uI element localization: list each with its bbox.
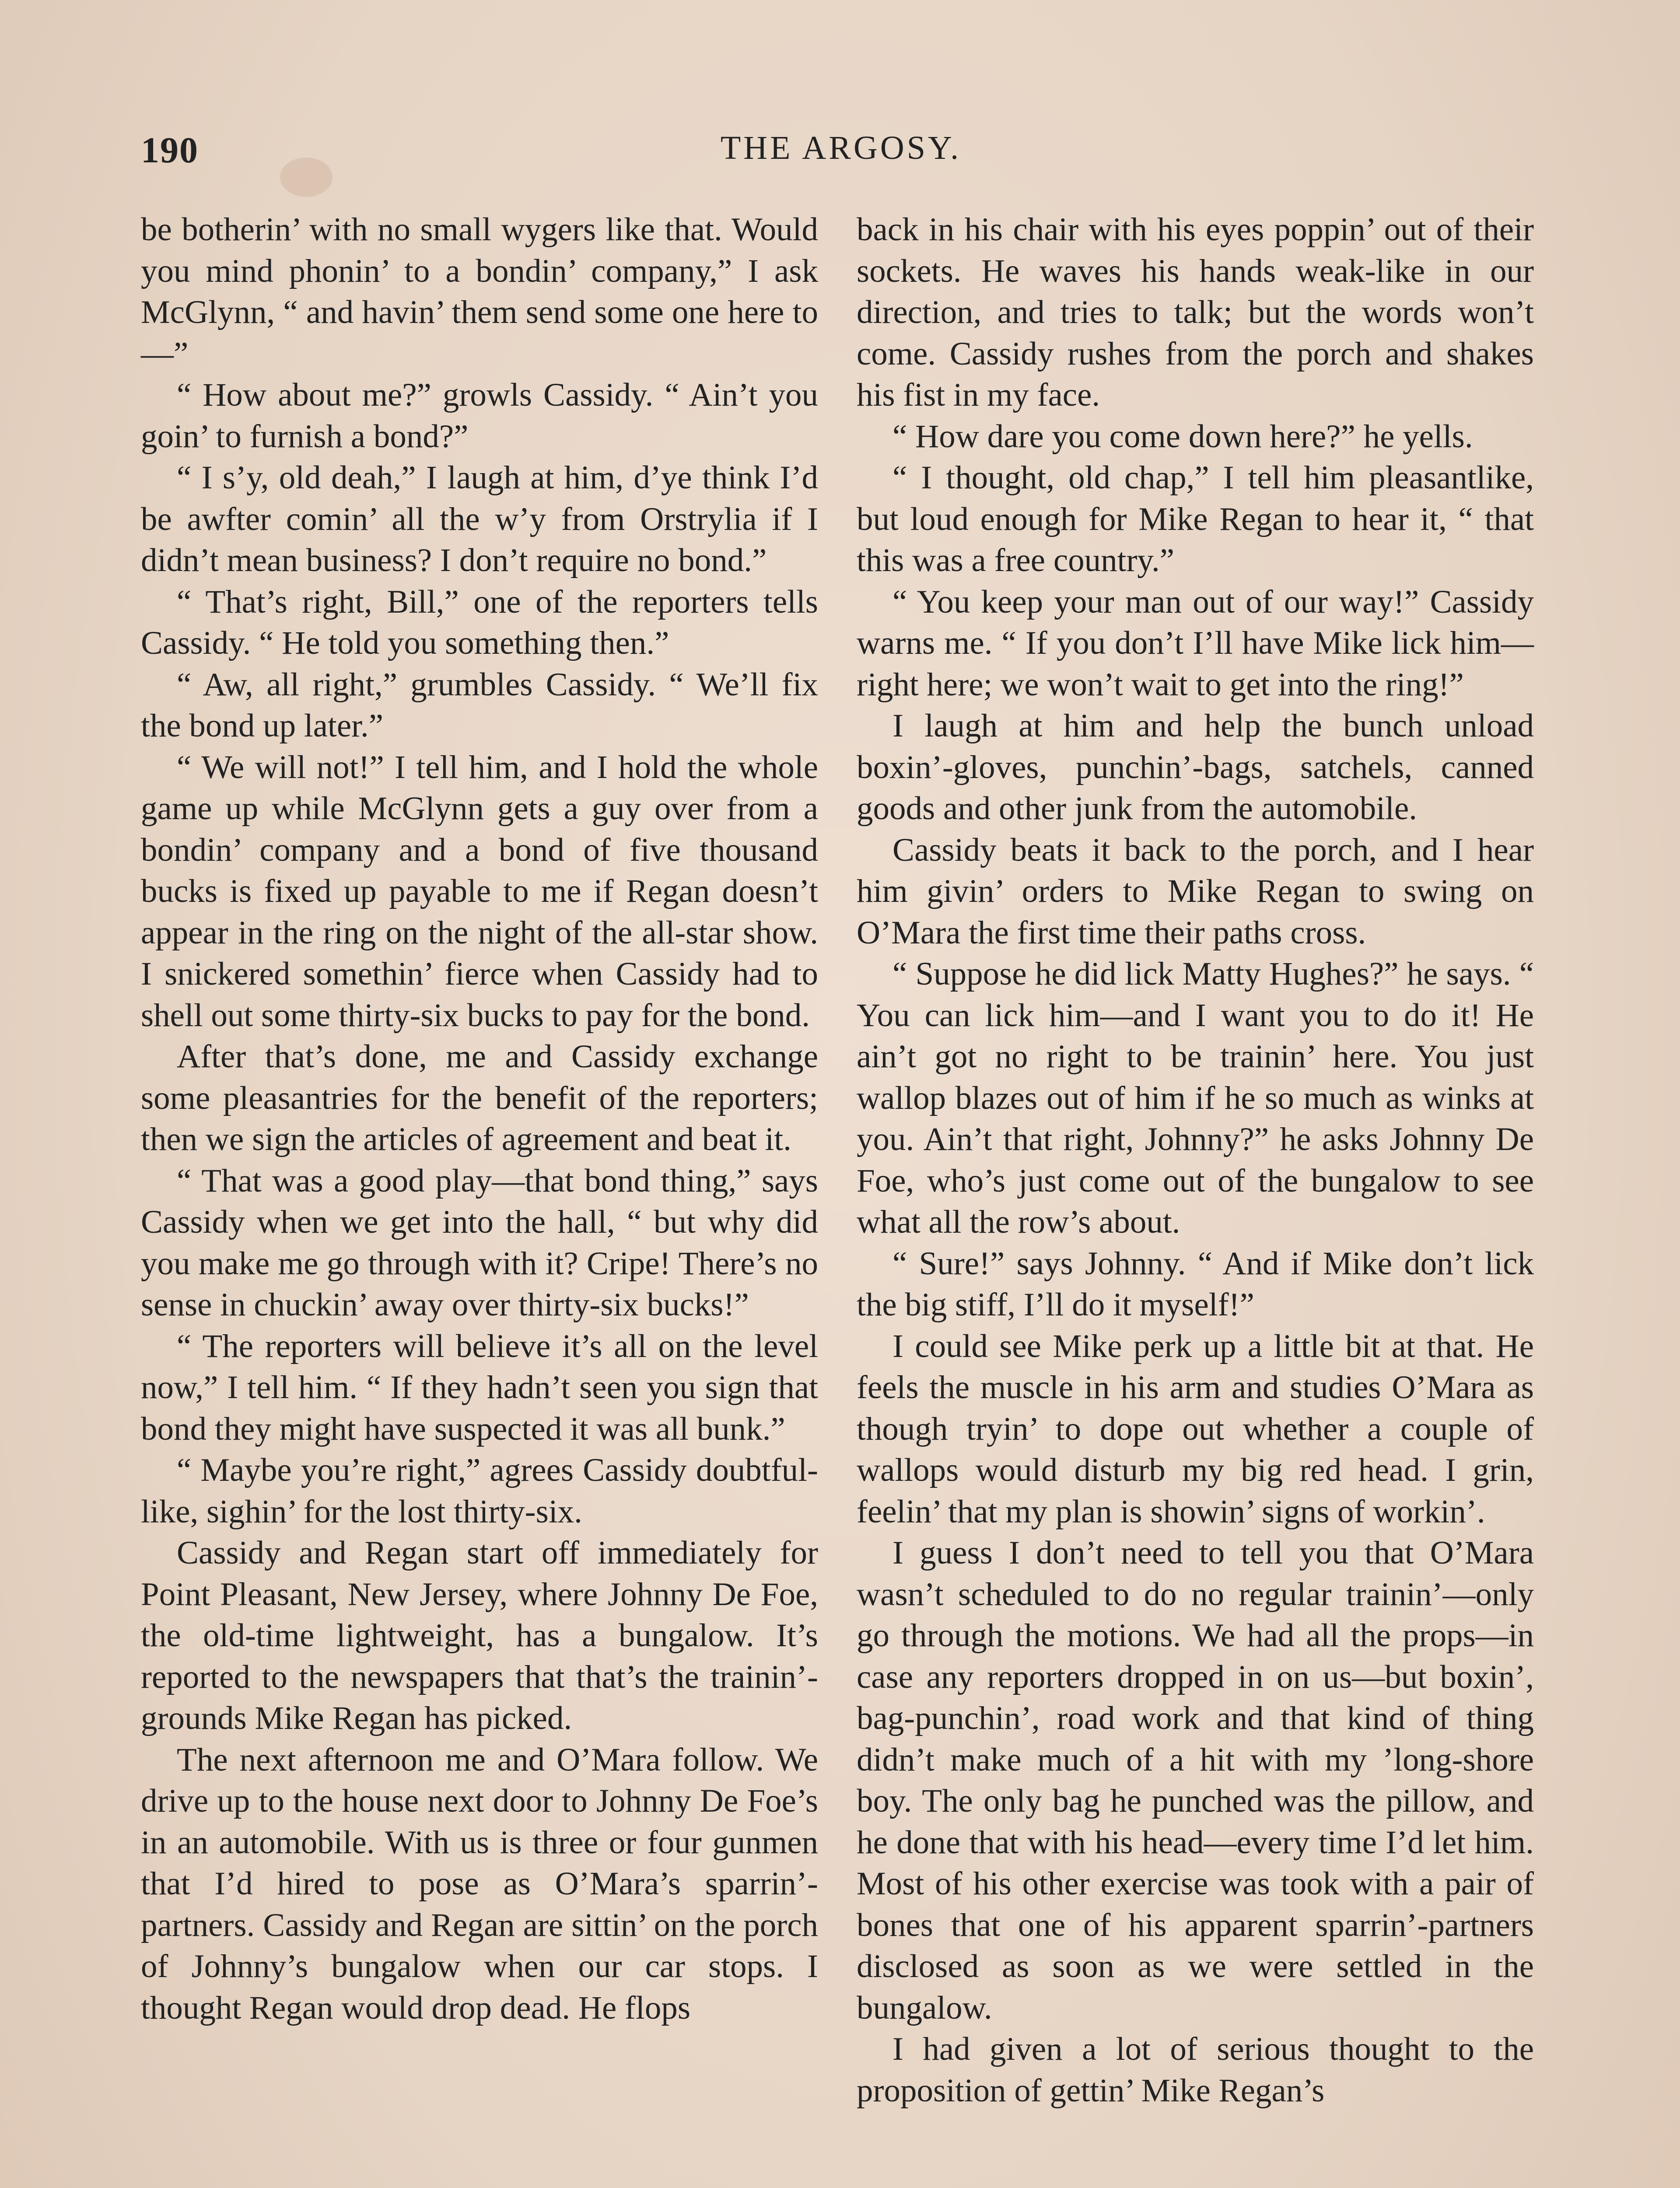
- paragraph: “ How about me?” growls Cassidy. “ Ain’t you goin’ to furnish a bond?”: [141, 377, 818, 455]
- paragraph: “ Suppose he did lick Matty Hughes?” he says. “ You can lick him—and I want you to do it! He ain’t got no right to be trainin’ here. You just wallop blazes out of him if he so much as winks at you. Ain’t that right, Johnny?” he asks Johnny De Foe, who’s just come out of the bungalow to see what all the row’s about.: [857, 956, 1534, 1240]
- paragraph: “ The reporters will believe it’s all on the level now,” I tell him. “ If they hadn’t seen you sign that bond they might have suspected it was all bunk.”: [141, 1328, 818, 1447]
- paragraph: I laugh at him and help the bunch unload boxin’-gloves, punchin’-bags, satchels, canned goods and other junk from the automobile.: [857, 708, 1534, 827]
- page-number: 190: [141, 130, 199, 171]
- paragraph: Cassidy and Regan start off immediately for Point Pleasant, New Jersey, where Johnny De Foe, the old-time lightweight, has a bungalow. It’s reported to the newspapers that that’s the trainin’-grounds Mike Regan has picked.: [141, 1535, 818, 1736]
- paragraph: I guess I don’t need to tell you that O’Mara wasn’t scheduled to do no regular trainin’—only go through the motions. We had all the props—in case any reporters dropped in on us—but boxin’, bag-punchin’, road work and that kind of thing didn’t make much of a hit with my ’long-shore boy. The only bag he punched was the pillow, and he done that with his head—every time I’d let him. Most of his other exercise was took with a pair of bones that one of his apparent sparrin’-partners disclosed as soon as we were settled in the bungalow.: [857, 1535, 1534, 2026]
- paragraph: “ I s’y, old deah,” I laugh at him, d’ye think I’d be awfter comin’ all the w’y from Orstrylia if I didn’t mean business? I don’t require no bond.”: [141, 459, 818, 579]
- paragraph: “ Maybe you’re right,” agrees Cassidy doubtful-like, sighin’ for the lost thirty-six.: [141, 1452, 818, 1530]
- paragraph: “ You keep your man out of our way!” Cassidy warns me. “ If you don’t I’ll have Mike lick him—right here; we won’t wait to get into the ring!”: [857, 583, 1534, 703]
- paragraph: back in his chair with his eyes poppin’ out of their sockets. He waves his hands weak-like in our direction, and tries to talk; but the words won’t come. Cassidy rushes from the porch and shakes his fist in my face.: [857, 211, 1534, 413]
- paragraph: I could see Mike perk up a little bit at that. He feels the muscle in his arm and studies O’Mara as though tryin’ to dope out whether a couple of wallops would disturb my big red head. I grin, feelin’ that my plan is showin’ signs of workin’.: [857, 1328, 1534, 1530]
- paragraph: Cassidy beats it back to the porch, and I hear him givin’ orders to Mike Regan to swing on O’Mara the first time their paths cross.: [857, 831, 1534, 951]
- right-column: [857, 209, 1534, 2111]
- running-head: THE ARGOSY.: [720, 130, 962, 166]
- paragraph: The next afternoon me and O’Mara follow. We drive up to the house next door to Johnny De Foe’s in an automobile. With us is three or four gunmen that I’d hired to pose as O’Mara’s sparrin’-partners. Cassidy and Regan are sittin’ on the porch of Johnny’s bungalow when our car stops. I thought Regan would drop dead. He flops: [141, 1741, 818, 2026]
- paragraph: “ Aw, all right,” grumbles Cassidy. “ We’ll fix the bond up later.”: [141, 666, 818, 744]
- paragraph: “ That’s right, Bill,” one of the reporters tells Cassidy. “ He told you something then.”: [141, 583, 818, 661]
- paragraph: “ We will not!” I tell him, and I hold the whole game up while McGlynn gets a guy over from a bondin’ company and a bond of five thousand bucks is fixed up payable to me if Regan doesn’t appear in the ring on the night of the all-star show. I snickered somethin’ fierce when Cassidy had to shell out some thirty-six bucks to pay for the bond.: [141, 749, 818, 1034]
- paragraph: be botherin’ with no small wygers like that. Would you mind phonin’ to a bondin’ company,” I ask McGlynn, “ and havin’ them send some one here to—”: [141, 211, 818, 372]
- paragraph: “ Sure!” says Johnny. “ And if Mike don’t lick the big stiff, I’ll do it myself!”: [857, 1245, 1534, 1323]
- paragraph: “ That was a good play—that bond thing,” says Cassidy when we get into the hall, “ but why did you make me go through with it? Cripe! There’s no sense in chuckin’ away over thirty-six bucks!”: [141, 1162, 818, 1323]
- paragraph: I had given a lot of serious thought to the proposition of gettin’ Mike Regan’s: [857, 2031, 1534, 2109]
- paragraph: After that’s done, me and Cassidy exchange some pleasantries for the benefit of the reporters; then we sign the articles of agreement and beat it.: [141, 1038, 818, 1157]
- page-header: [141, 129, 1541, 177]
- paragraph: “ I thought, old chap,” I tell him pleasantlike, but loud enough for Mike Regan to hear it, “ that this was a free country.”: [857, 459, 1534, 579]
- left-column: [141, 209, 818, 2029]
- paragraph: “ How dare you come down here?” he yells.: [892, 418, 1473, 455]
